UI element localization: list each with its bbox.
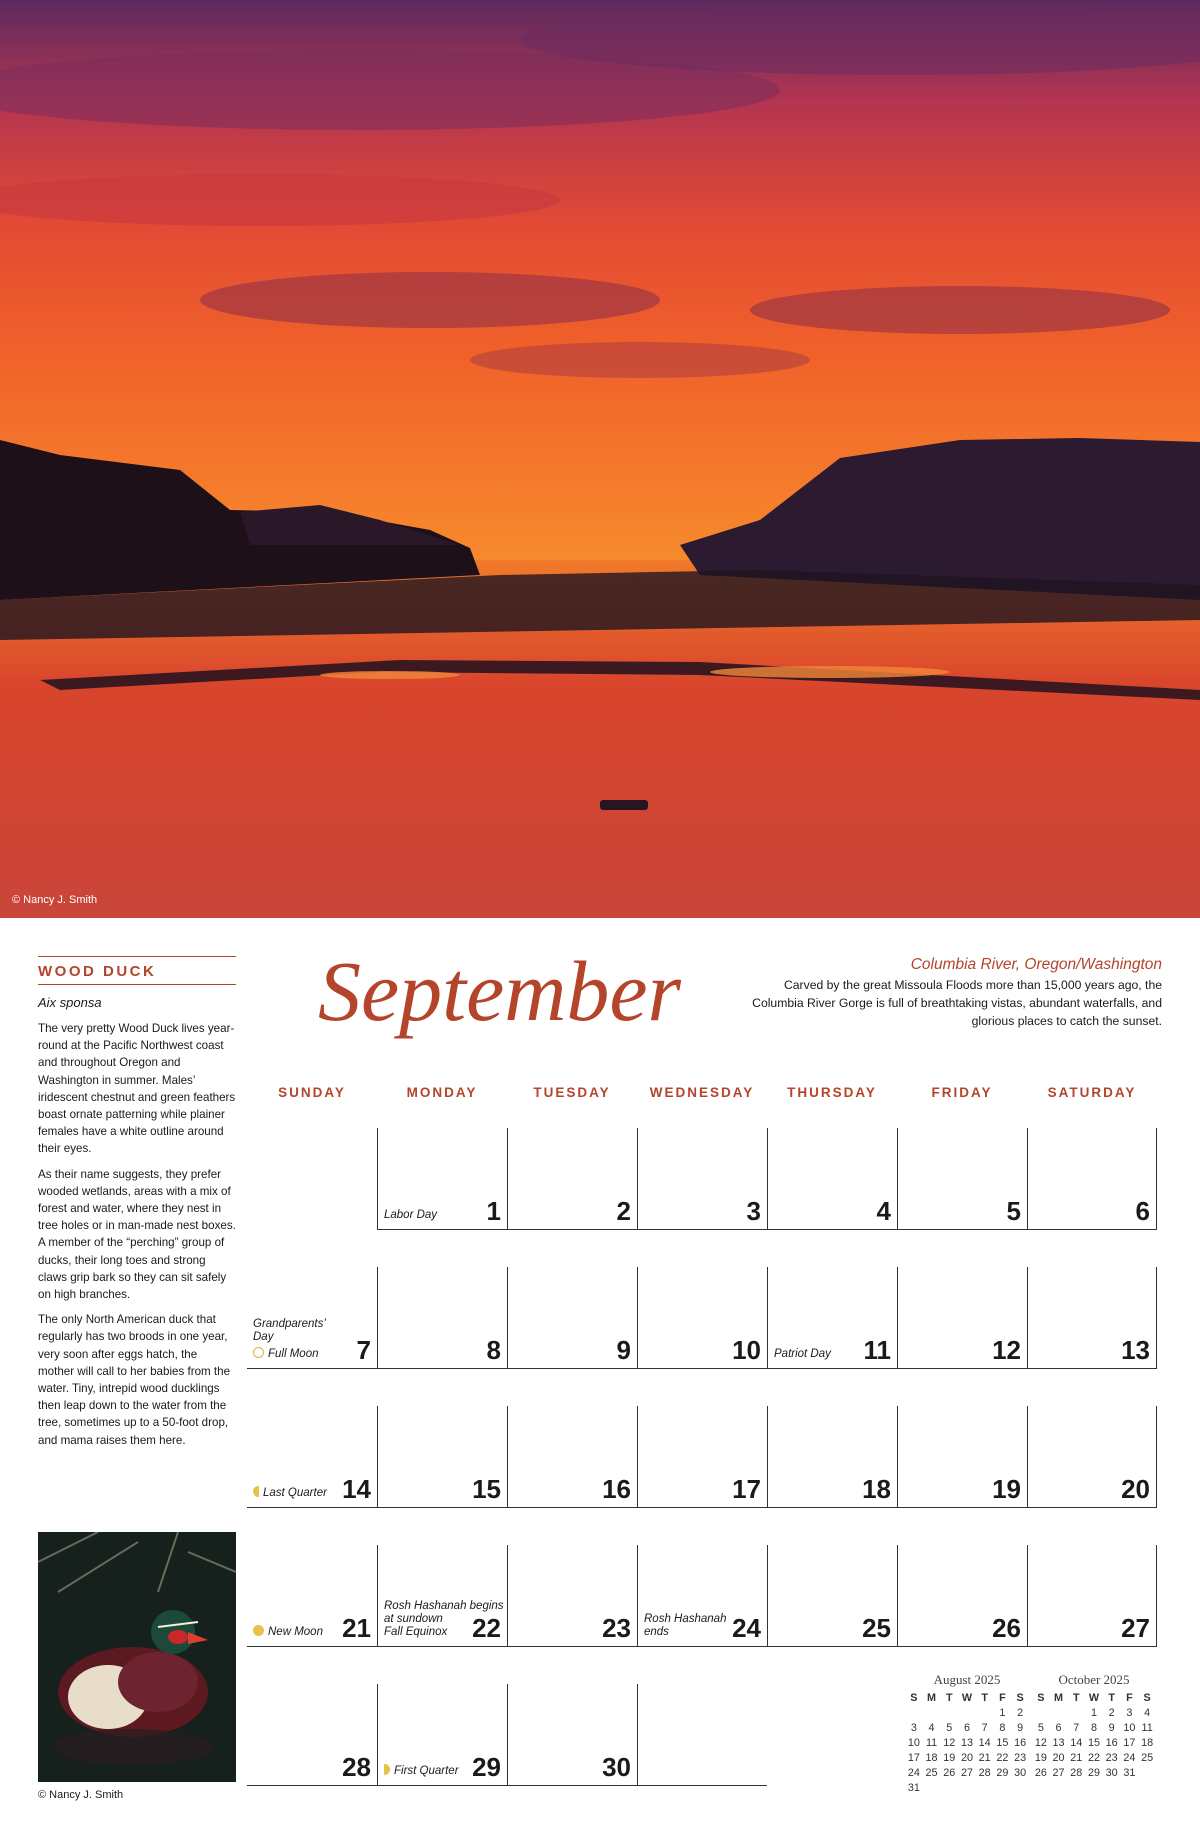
mini-calendar-week bbox=[1032, 1720, 1156, 1735]
mini-calendar-day bbox=[1067, 1705, 1085, 1720]
day-number: 17 bbox=[732, 1474, 761, 1504]
mini-calendar-day: 6 bbox=[963, 1721, 970, 1734]
mini-calendar-day bbox=[1050, 1705, 1068, 1720]
moon-phase-label: First Quarter bbox=[394, 1765, 459, 1777]
calendar-day-cell bbox=[377, 1406, 507, 1508]
mini-calendar-day: 10 bbox=[1123, 1721, 1136, 1734]
calendar-day-cell bbox=[767, 1267, 897, 1369]
mini-weekday-label: S bbox=[1037, 1691, 1045, 1704]
mini-calendar-day: 19 bbox=[943, 1751, 956, 1764]
day-number: 23 bbox=[602, 1613, 631, 1643]
day-number: 24 bbox=[732, 1613, 761, 1643]
moon-phase bbox=[253, 1486, 327, 1500]
calendar-day-cell bbox=[507, 1684, 637, 1786]
mini-calendar-day: 23 bbox=[1105, 1751, 1118, 1764]
mini-weekday-label: S bbox=[1016, 1691, 1024, 1704]
wood-duck-icon bbox=[38, 1532, 236, 1782]
mini-calendar-day: 16 bbox=[1014, 1736, 1027, 1749]
mini-calendar-week bbox=[905, 1750, 1029, 1765]
mini-calendar-day: 21 bbox=[1070, 1751, 1083, 1764]
mini-calendar-day: 4 bbox=[928, 1721, 935, 1734]
mini-calendar-day bbox=[905, 1705, 923, 1720]
day-number: 5 bbox=[1006, 1196, 1021, 1226]
mini-calendar-week bbox=[905, 1765, 1029, 1780]
mini-calendar-day: 13 bbox=[1052, 1736, 1065, 1749]
sunset-landscape-icon bbox=[0, 0, 1200, 918]
mini-calendar-day: 3 bbox=[910, 1721, 917, 1734]
mini-calendar-title: October 2025 bbox=[1058, 1672, 1130, 1687]
calendar-day-cell bbox=[767, 1128, 897, 1230]
mini-calendar-day: 20 bbox=[960, 1751, 973, 1764]
mini-calendar-day bbox=[1011, 1780, 1029, 1795]
day-number: 1 bbox=[486, 1196, 501, 1226]
mini-calendar-day: 29 bbox=[996, 1766, 1009, 1779]
moon-new-icon bbox=[253, 1625, 264, 1636]
day-number: 22 bbox=[472, 1613, 501, 1643]
moon-phase bbox=[253, 1347, 326, 1361]
mini-calendar-table bbox=[1032, 1690, 1156, 1780]
wood-duck-photo bbox=[38, 1532, 236, 1782]
mini-calendar-weekdays bbox=[1032, 1690, 1156, 1705]
mini-calendar-day: 26 bbox=[1034, 1766, 1047, 1779]
mini-calendar-day: 14 bbox=[1070, 1736, 1083, 1749]
holiday-label: Rosh Hashanah bbox=[644, 1613, 727, 1625]
mini-weekday-label: T bbox=[981, 1691, 988, 1704]
mini-calendar-day bbox=[958, 1705, 976, 1720]
mini-calendar-day: 30 bbox=[1105, 1766, 1118, 1779]
calendar-day-cell bbox=[637, 1545, 767, 1647]
mini-calendar-day: 31 bbox=[1123, 1766, 1136, 1779]
mini-calendar-day: 15 bbox=[996, 1736, 1009, 1749]
day-header-saturday: SATURDAY bbox=[1047, 1085, 1137, 1100]
mini-weekday-label: M bbox=[927, 1691, 937, 1704]
calendar-day-cell bbox=[507, 1545, 637, 1647]
holiday-label: Fall Equinox bbox=[384, 1626, 448, 1638]
mini-calendar-day: 25 bbox=[925, 1766, 938, 1779]
mini-calendar-day bbox=[1138, 1765, 1156, 1780]
mini-calendar-day: 1 bbox=[1090, 1706, 1097, 1719]
mini-calendar-august bbox=[905, 1672, 1029, 1795]
moon-phase-label: Full Moon bbox=[268, 1348, 319, 1360]
calendar-day-cell bbox=[1027, 1267, 1157, 1369]
mini-calendar-day: 11 bbox=[1141, 1721, 1153, 1734]
day-number: 29 bbox=[472, 1752, 501, 1782]
mini-calendar-day: 6 bbox=[1055, 1721, 1062, 1734]
calendar-day-cell bbox=[897, 1545, 1027, 1647]
sidebar-paragraph: As their name suggests, they prefer wooded wetlands, areas with a mix of forest and water, where they nest in tree holes or in man-made nest boxes. A member of the “perching” group of ducks, their long toes and strong claws grip bark so they can sit safely on high branches. bbox=[38, 1167, 236, 1302]
moon-phase-label: Last Quarter bbox=[263, 1487, 327, 1499]
mini-calendar-day: 26 bbox=[943, 1766, 956, 1779]
day-number: 11 bbox=[863, 1335, 891, 1365]
calendar-day-cell bbox=[507, 1267, 637, 1369]
mini-calendar-day bbox=[923, 1780, 941, 1795]
holiday-label: Rosh Hashanah begins bbox=[384, 1600, 504, 1612]
mini-calendar-day: 14 bbox=[978, 1736, 991, 1749]
mini-calendar-week bbox=[905, 1705, 1029, 1720]
calendar-day-cell bbox=[247, 1545, 377, 1647]
location-title: Columbia River, Oregon/Washington bbox=[910, 956, 1162, 973]
mini-calendar-day: 13 bbox=[960, 1736, 973, 1749]
calendar-day-cell bbox=[1027, 1406, 1157, 1508]
mini-calendar-day: 10 bbox=[907, 1736, 920, 1749]
mini-weekday-label: W bbox=[961, 1691, 973, 1704]
mini-calendar-week bbox=[1032, 1705, 1156, 1720]
mini-calendar-day: 18 bbox=[1141, 1736, 1154, 1749]
mini-calendar-day: 22 bbox=[996, 1751, 1009, 1764]
mini-calendar-october bbox=[1032, 1672, 1156, 1780]
calendar-day-cell bbox=[637, 1267, 767, 1369]
mini-calendar-week bbox=[905, 1720, 1029, 1735]
mini-calendar-day: 5 bbox=[946, 1721, 953, 1734]
mini-calendar-day: 28 bbox=[1070, 1766, 1083, 1779]
moon-first-icon bbox=[384, 1764, 390, 1775]
mini-calendar-day: 15 bbox=[1087, 1736, 1100, 1749]
calendar-day-cell bbox=[767, 1545, 897, 1647]
holiday-label: at sundown bbox=[384, 1613, 443, 1625]
day-events bbox=[253, 1625, 323, 1639]
mini-calendar-weekdays bbox=[905, 1690, 1029, 1705]
mini-calendar-week bbox=[905, 1735, 1029, 1750]
day-number: 12 bbox=[992, 1335, 1021, 1365]
mini-calendar-day bbox=[1032, 1705, 1050, 1720]
sidebar-paragraph: The very pretty Wood Duck lives year-round at the Pacific Northwest coast and throughout Oregon and Washington in summer. Males’ iridescent chestnut and green feathers boast ornate patterning while plainer females have a white outline around their eyes. bbox=[38, 1022, 236, 1156]
day-events bbox=[644, 1613, 726, 1639]
mini-weekday-label: M bbox=[1054, 1691, 1064, 1704]
mini-calendar-day: 17 bbox=[907, 1751, 920, 1764]
location-description: Carved by the great Missoula Floods more than 15,000 years ago, the Columbia River Gorge is full of breathtaking vistas, abundant waterfalls, and glorious places to catch the sunset. bbox=[752, 978, 1162, 1028]
mini-calendar-day: 2 bbox=[1108, 1706, 1115, 1719]
calendar-day-cell bbox=[507, 1406, 637, 1508]
day-events bbox=[384, 1209, 437, 1222]
mini-calendar-day bbox=[958, 1780, 976, 1795]
sidebar bbox=[38, 956, 236, 1457]
day-header-wednesday: WEDNESDAY bbox=[649, 1085, 755, 1100]
day-number: 28 bbox=[342, 1752, 371, 1782]
day-number: 13 bbox=[1121, 1335, 1150, 1365]
mini-calendar-day: 7 bbox=[981, 1721, 988, 1734]
mini-calendar-day: 23 bbox=[1014, 1751, 1027, 1764]
day-events bbox=[384, 1764, 459, 1778]
day-number: 16 bbox=[602, 1474, 631, 1504]
day-number: 27 bbox=[1121, 1613, 1150, 1643]
holiday-label: Labor Day bbox=[384, 1209, 438, 1221]
mini-calendar-day: 30 bbox=[1014, 1766, 1027, 1779]
duck-photo-credit: © Nancy J. Smith bbox=[38, 1789, 124, 1801]
calendar-day-cell bbox=[767, 1406, 897, 1508]
mini-weekday-label: F bbox=[999, 1691, 1006, 1704]
mini-calendar-day: 27 bbox=[960, 1766, 973, 1779]
mini-calendar-day: 7 bbox=[1073, 1721, 1080, 1734]
mini-calendar-day: 8 bbox=[1090, 1721, 1097, 1734]
mini-calendar-day: 11 bbox=[925, 1736, 938, 1749]
mini-calendar-day bbox=[976, 1780, 994, 1795]
landscape-photo bbox=[0, 0, 1200, 918]
mini-calendar-day: 31 bbox=[907, 1781, 920, 1794]
calendar-day-cell bbox=[1027, 1545, 1157, 1647]
day-number: 19 bbox=[992, 1474, 1021, 1504]
holiday-label: Grandparents’ bbox=[253, 1318, 326, 1330]
day-header-friday: FRIDAY bbox=[931, 1085, 993, 1100]
mini-calendar-day: 8 bbox=[999, 1721, 1006, 1734]
mini-weekday-label: S bbox=[1143, 1691, 1151, 1704]
calendar-day-cell bbox=[897, 1267, 1027, 1369]
day-number: 15 bbox=[472, 1474, 501, 1504]
mini-calendar-title: August 2025 bbox=[933, 1672, 1001, 1687]
month-title: September bbox=[318, 943, 681, 1039]
mini-weekday-label: W bbox=[1088, 1691, 1100, 1704]
mini-weekday-label: T bbox=[945, 1691, 953, 1704]
calendar-day-cell bbox=[377, 1128, 507, 1230]
moon-phase bbox=[384, 1764, 459, 1778]
day-header-sunday: SUNDAY bbox=[278, 1085, 346, 1100]
day-number: 25 bbox=[862, 1613, 891, 1643]
calendar-day-cell bbox=[377, 1545, 507, 1647]
mini-calendar-day: 18 bbox=[925, 1751, 938, 1764]
sidebar-paragraph: The only North American duck that regularly has two broods in one year, very soon after eggs hatch, the mother will call to her babies from the water. Tiny, intrepid wood ducklings then leap down to the water from the tree, sometimes up to a 50-foot drop, and mama raises them here. bbox=[38, 1313, 231, 1447]
mini-calendar-day: 12 bbox=[1034, 1736, 1047, 1749]
mini-calendar-day: 9 bbox=[1108, 1721, 1115, 1734]
mini-calendar-day: 3 bbox=[1126, 1706, 1133, 1719]
moon-phase-label: New Moon bbox=[268, 1626, 323, 1638]
calendar-day-cell bbox=[377, 1267, 507, 1369]
day-number: 26 bbox=[992, 1613, 1021, 1643]
mini-calendar-day: 21 bbox=[978, 1751, 991, 1764]
mini-calendar-day bbox=[923, 1705, 941, 1720]
moon-full-icon bbox=[253, 1347, 264, 1358]
mini-calendar-day: 28 bbox=[978, 1766, 991, 1779]
day-number: 30 bbox=[602, 1752, 631, 1782]
mini-calendar-week bbox=[1032, 1765, 1156, 1780]
day-number: 10 bbox=[732, 1335, 761, 1365]
holiday-label: Day bbox=[253, 1331, 274, 1343]
day-events bbox=[253, 1318, 326, 1361]
calendar-day-cell bbox=[637, 1684, 767, 1786]
day-number: 21 bbox=[342, 1613, 371, 1643]
day-number: 18 bbox=[862, 1474, 891, 1504]
day-header-tuesday: TUESDAY bbox=[533, 1085, 611, 1100]
day-header-thursday: THURSDAY bbox=[787, 1085, 877, 1100]
photo-credit: © Nancy J. Smith bbox=[12, 894, 98, 906]
mini-calendar-day: 12 bbox=[943, 1736, 956, 1749]
mini-calendar-week bbox=[905, 1780, 1029, 1795]
mini-calendar-day: 19 bbox=[1034, 1751, 1047, 1764]
day-number: 20 bbox=[1121, 1474, 1150, 1504]
calendar-day-cell bbox=[637, 1128, 767, 1230]
calendar-day-cell bbox=[1027, 1128, 1157, 1230]
moon-phase bbox=[253, 1625, 323, 1639]
day-number: 6 bbox=[1135, 1196, 1150, 1226]
calendar-day-cell bbox=[897, 1128, 1027, 1230]
holiday-label: Patriot Day bbox=[774, 1348, 831, 1360]
calendar-day-cell bbox=[247, 1406, 377, 1508]
mini-calendar-day: 17 bbox=[1123, 1736, 1136, 1749]
mini-calendar-day: 2 bbox=[1017, 1706, 1024, 1719]
mini-calendar-day bbox=[976, 1705, 994, 1720]
mini-calendar-week bbox=[1032, 1735, 1156, 1750]
day-number: 2 bbox=[616, 1196, 631, 1226]
mini-calendar-day: 22 bbox=[1087, 1751, 1100, 1764]
calendar-day-cell bbox=[897, 1406, 1027, 1508]
day-events bbox=[253, 1486, 327, 1500]
calendar-day-cell bbox=[507, 1128, 637, 1230]
mini-calendar-day: 9 bbox=[1017, 1721, 1024, 1734]
day-number: 14 bbox=[342, 1474, 371, 1504]
mini-weekday-label: F bbox=[1126, 1691, 1133, 1704]
day-header-monday: MONDAY bbox=[406, 1085, 478, 1100]
mini-calendar-day: 25 bbox=[1141, 1751, 1154, 1764]
mini-calendar-day: 16 bbox=[1105, 1736, 1118, 1749]
mini-calendar-day: 27 bbox=[1052, 1766, 1065, 1779]
holiday-label: ends bbox=[644, 1626, 669, 1638]
moon-last-icon bbox=[253, 1486, 259, 1497]
mini-calendar-day: 1 bbox=[999, 1706, 1006, 1719]
mini-weekday-label: T bbox=[1108, 1691, 1115, 1704]
mini-calendar-day: 24 bbox=[1123, 1751, 1136, 1764]
mini-calendar-week bbox=[1032, 1750, 1156, 1765]
calendar-day-cell bbox=[247, 1267, 377, 1369]
calendar-day-cell bbox=[377, 1684, 507, 1786]
day-events bbox=[774, 1348, 831, 1361]
mini-calendar-day bbox=[940, 1780, 958, 1795]
day-number: 8 bbox=[486, 1335, 501, 1365]
mini-calendar-day: 24 bbox=[907, 1766, 920, 1779]
mini-calendar-day: 4 bbox=[1144, 1706, 1151, 1719]
day-number: 4 bbox=[876, 1196, 891, 1226]
mini-calendar-day: 29 bbox=[1087, 1766, 1100, 1779]
sidebar-title: WOOD DUCK bbox=[38, 956, 236, 985]
mini-calendar-table bbox=[905, 1690, 1029, 1795]
calendar-day-cell bbox=[247, 1684, 377, 1786]
day-number: 9 bbox=[616, 1335, 631, 1365]
mini-calendar-day bbox=[940, 1705, 958, 1720]
mini-calendar-day: 5 bbox=[1037, 1721, 1044, 1734]
mini-weekday-label: S bbox=[910, 1691, 918, 1704]
mini-calendar-day bbox=[994, 1780, 1012, 1795]
calendar-day-cell bbox=[637, 1406, 767, 1508]
latin-name: Aix sponsa bbox=[38, 995, 102, 1010]
day-number: 7 bbox=[356, 1335, 371, 1365]
mini-weekday-label: T bbox=[1072, 1691, 1080, 1704]
day-number: 3 bbox=[746, 1196, 761, 1226]
mini-calendar-day: 20 bbox=[1052, 1751, 1065, 1764]
